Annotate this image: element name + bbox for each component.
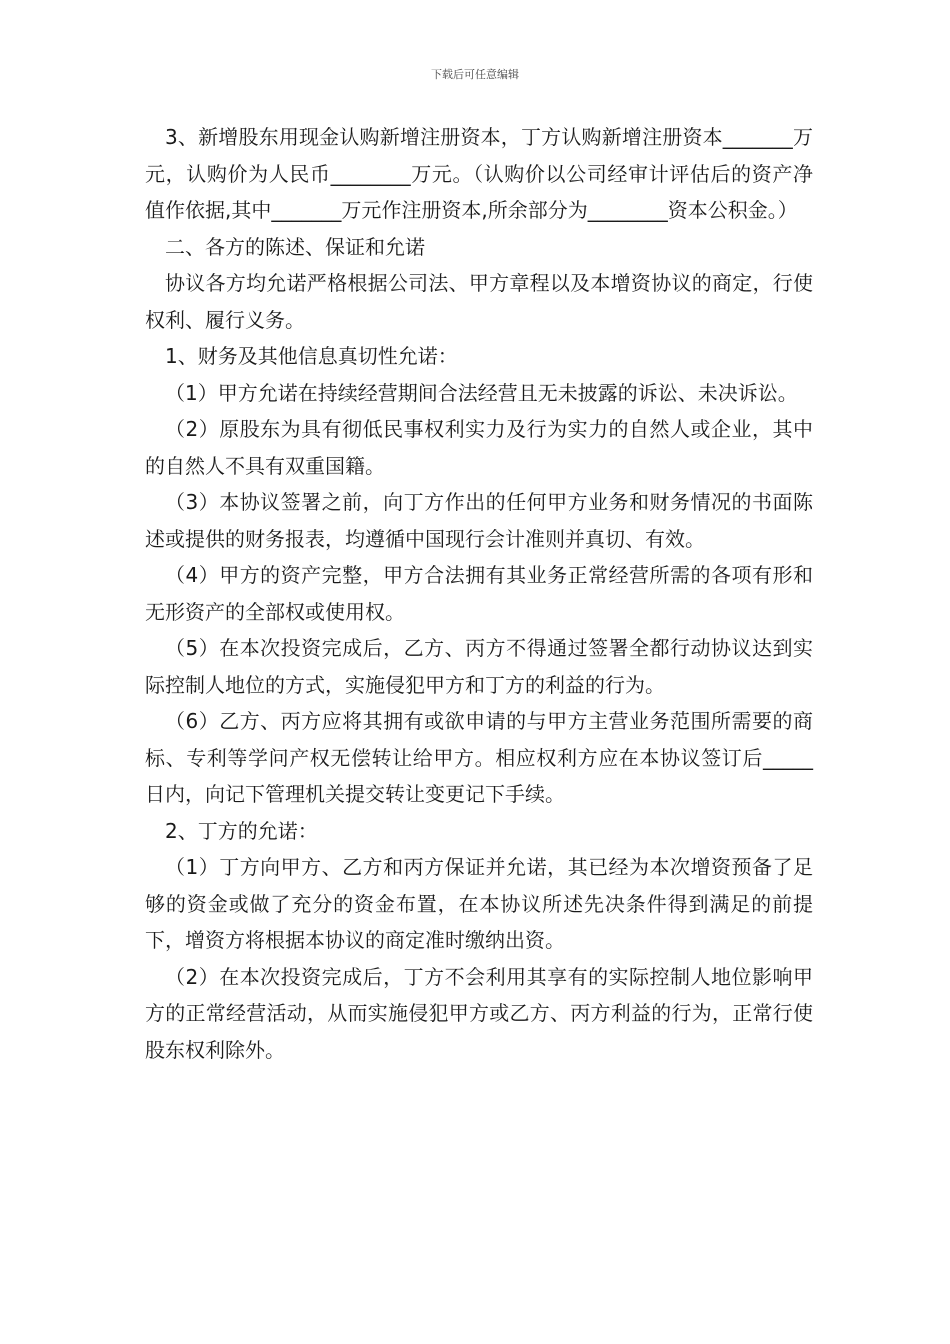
clause-2-2: （2）在本次投资完成后，丁方不会利用其享有的实际控制人地位影响甲方的正常经营活动，从而实施侵犯甲方或乙方、丙方利益的行为，正常行使股东权利除外。 [145, 964, 813, 1062]
clause-1-3: （3）本协议签署之前，向丁方作出的任何甲方业务和财务情况的书面陈述或提供的财务报表，均遵循中国现行会计准则并真切、有效。 [145, 490, 813, 551]
page-header: 下载后可任意编辑 [431, 68, 519, 81]
subheading-financial-info: 1、财务及其他信息真切性允诺： [165, 344, 458, 368]
clause-1-6: （6）乙方、丙方应将其拥有或欲申请的与甲方主营业务范围所需要的商标、专利等学问产权无偿转让给甲方。相应权利方应在本协议签订后_____日内，向记下管理机关提交转让变更记下手续。 [145, 709, 813, 806]
clause-1-2: （2）原股东为具有彻低民事权利实力及行为实力的自然人或企业，其中的自然人不具有双重国籍。 [145, 417, 813, 478]
clause-1-5: （5）在本次投资完成后，乙方、丙方不得通过签署全都行动协议达到实际控制人地位的方式，实施侵犯甲方和丁方的利益的行为。 [145, 636, 813, 697]
section-heading-representations: 二、各方的陈述、保证和允诺 [165, 234, 425, 259]
clause-1-1: （1）甲方允诺在持续经营期间合法经营且无未披露的诉讼、未决诉讼。 [165, 380, 798, 405]
clause-2-1: （1）丁方向甲方、乙方和丙方保证并允诺，其已经为本次增资预备了足够的资金或做了充分的资金布置，在本协议所述先决条件得到满足的前提下，增资方将根据本协议的商定准时缴纳出资。 [145, 855, 813, 952]
subheading-party-d-commitment: 2、丁方的允诺： [165, 818, 318, 843]
paragraph-parties-commitment: 协议各方均允诺严格根据公司法、甲方章程以及本增资协议的商定，行使权利、履行义务。 [145, 271, 813, 332]
clause-1-4: （4）甲方的资产完整，甲方合法拥有其业务正常经营所需的各项有形和无形资产的全部权或使用权。 [145, 563, 813, 624]
paragraph-capital-subscription: 3、新增股东用现金认购新增注册资本，丁方认购新增注册资本_______万元，认购价为人民币________万元。（认购价以公司经审计评估后的资产净值作依据,其中_______万元作注册资本,所余部分为________资本公积金。） [145, 125, 813, 222]
document-body [145, 119, 813, 1068]
